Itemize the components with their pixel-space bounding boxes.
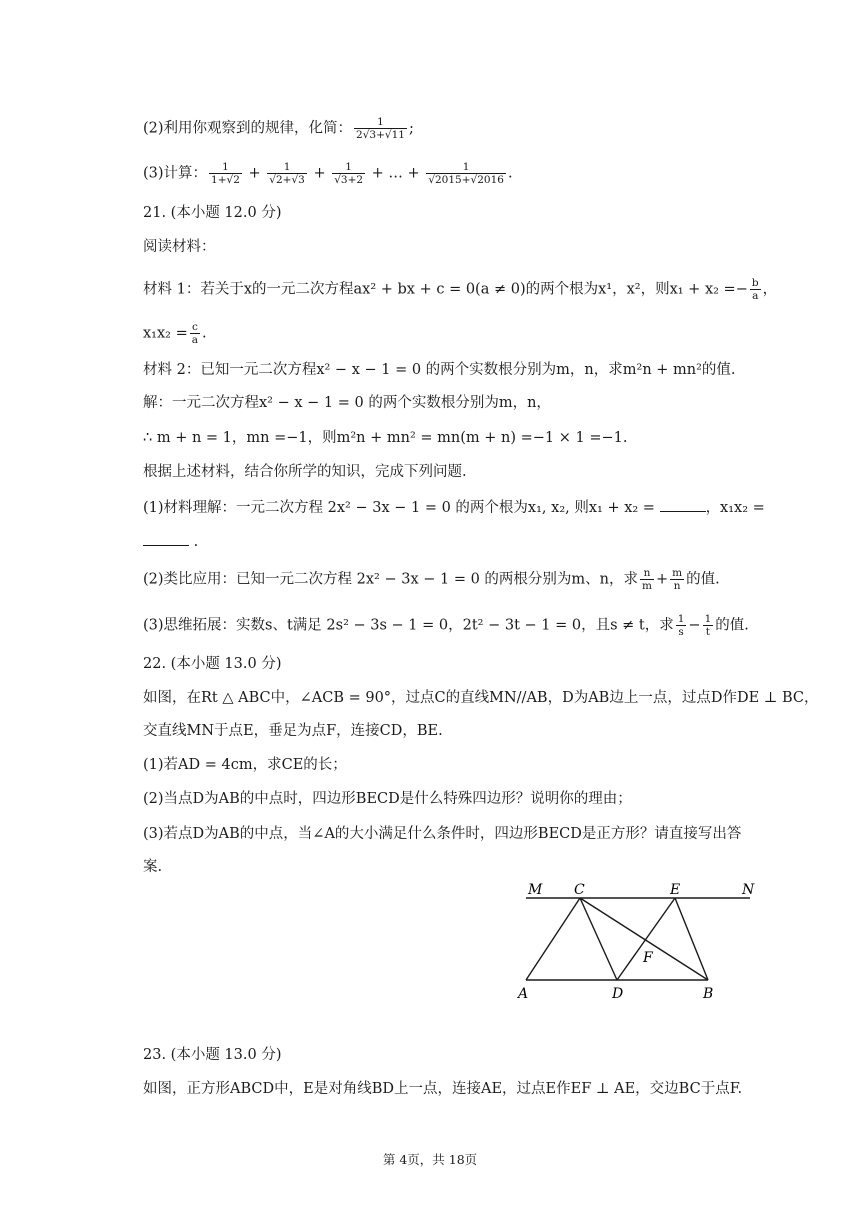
p21-q2 [143,567,720,592]
segment-de [617,898,675,980]
q1-end: . [193,534,199,550]
p21-solution-line-1: 解：一元二次方程x² − x − 1 = 0 的两个实数根分别为m，n， [143,395,551,411]
plus-sign: + [656,571,669,588]
fraction-numerator: 1 [704,613,712,625]
q2-fraction-1 [640,567,654,592]
label-b: B [703,986,714,1002]
q1-text: (1)材料理解：一元二次方程 2x² − 3x − 1 = 0 的两个根为x₁, x₂, 则x₁ + x₂ = [143,500,655,516]
p22-figure [510,878,780,1008]
fraction-denominator: a [752,290,759,302]
p22-q1: (1)若AD = 4cm，求CE的长； [143,757,347,773]
p20-q2-fraction [354,116,407,141]
q2-text: (2)类比应用：已知一元二次方程 2x² − 3x − 1 = 0 的两根分别为m、n，求 [143,571,639,588]
q1-mid: ，x₁x₂ = [705,500,765,516]
fraction-denominator: 1+√2 [211,174,240,186]
p20-q3-term-4 [426,161,506,186]
p21-intro: 根据上述材料，结合你所学的知识，完成下列问题. [143,464,467,480]
p20-q2 [143,116,414,141]
label-a: A [518,986,529,1002]
fraction-numerator: n [640,567,654,580]
q3-fraction-2 [703,613,714,638]
p21-material-1 [143,277,777,302]
p20-q3 [143,161,513,186]
p22-line-2: 交直线MN于点E，垂足为点F，连接CD，BE. [143,723,443,739]
label-m: M [528,882,543,898]
product-fraction [190,321,200,346]
p20-q3-term-2 [267,161,307,186]
p20-q2-end: ; [408,120,414,137]
fraction-numerator: b [751,277,759,289]
plus-sign: + [248,165,261,182]
p22-heading: 22. (本小题 13.0 分) [143,656,282,672]
p20-q2-text: (2)利用你观察到的规律，化简： [143,120,353,137]
p23-line-1: 如图，正方形ABCD中，E是对角线BD上一点，连接AE，过点E作EF ⊥ AE，交边BC于点F. [143,1081,743,1097]
answer-blank [660,497,706,512]
p21-read-label: 阅读材料： [143,239,216,255]
material-1-fraction [750,277,761,302]
material-1-comma: ， [762,281,778,298]
segment-ac [526,898,580,980]
p21-solution-line-2: ∴ m + n = 1，mn =−1，则m²n + mn² = mn(m + n) =−1 × 1 =−1. [143,430,628,446]
p21-q1-cont [143,531,198,552]
p20-q3-end: . [507,165,513,182]
product-text: x₁x₂ = [143,325,188,342]
label-n: N [742,882,755,898]
plus-sign: + [313,165,326,182]
fraction-numerator: 1 [267,161,307,174]
q2-fraction-2 [670,567,684,592]
q2-end: 的值. [686,571,720,588]
fraction-numerator: 1 [209,161,242,174]
fraction-numerator: 1 [426,161,506,174]
fraction-numerator: m [672,567,683,579]
page-footer: 第 4页，共 18页 [382,1152,478,1167]
p22-q3-line-2: 案. [143,859,163,875]
label-d: D [612,986,624,1002]
fraction-denominator: n [673,580,681,592]
fraction-denominator: 2√3+√11 [356,129,405,141]
p20-q3-text: (3)计算： [143,165,208,182]
p21-material-2: 材料 2：已知一元二次方程x² − x − 1 = 0 的两个实数根分别为m，n，求m²n + mn²的值. [143,362,736,378]
p21-material-1-product [143,321,207,346]
fraction-numerator: c [190,321,200,334]
q3-end: 的值. [715,617,749,634]
q3-fraction-1 [676,613,687,638]
material-1-text: 材料 1：若关于x的一元二次方程ax² + bx + c = 0(a ≠ 0)的两个根为x¹，x²，则x₁ + x₂ =− [143,281,748,298]
fraction-denominator: a [191,334,199,346]
fraction-denominator: t [705,626,711,638]
fraction-numerator: 1 [354,116,407,129]
p20-q3-term-3 [332,161,365,186]
answer-blank [143,531,189,546]
fraction-denominator: s [678,626,684,638]
minus-sign: − [688,617,701,634]
fraction-denominator: √3+2 [334,174,364,186]
p22-q2: (2)当点D为AB的中点时，四边形BECD是什么特殊四边形？说明你的理由； [143,791,632,807]
label-f: F [643,950,653,966]
q3-text: (3)思维拓展：实数s、t满足 2s² − 3s − 1 = 0，2t² − 3t − 1 = 0，且s ≠ t，求 [143,617,674,634]
label-e: E [670,882,681,898]
fraction-denominator: m [642,580,652,592]
p21-q1 [143,497,765,518]
segment-eb [675,898,708,980]
p23-heading: 23. (本小题 13.0 分) [143,1047,282,1063]
fraction-numerator: 1 [677,613,685,625]
fraction-numerator: 1 [332,161,365,174]
p21-q3 [143,613,749,638]
label-c: C [574,882,585,898]
p21-heading: 21. (本小题 12.0 分) [143,205,282,221]
p20-q3-term-1 [209,161,242,186]
p22-line-1: 如图，在Rt △ ABC中，∠ACB = 90°，过点C的直线MN//AB，D为AB边上一点，过点D作DE ⊥ BC， [143,690,819,706]
fraction-denominator: √2015+√2016 [428,174,504,186]
product-end: . [202,325,207,342]
p22-q3-line-1: (3)若点D为AB的中点，当∠A的大小满足什么条件时，四边形BECD是正方形？请直接写出答 [143,826,742,842]
ellipsis: + … + [371,165,420,182]
fraction-denominator: √2+√3 [269,174,305,186]
